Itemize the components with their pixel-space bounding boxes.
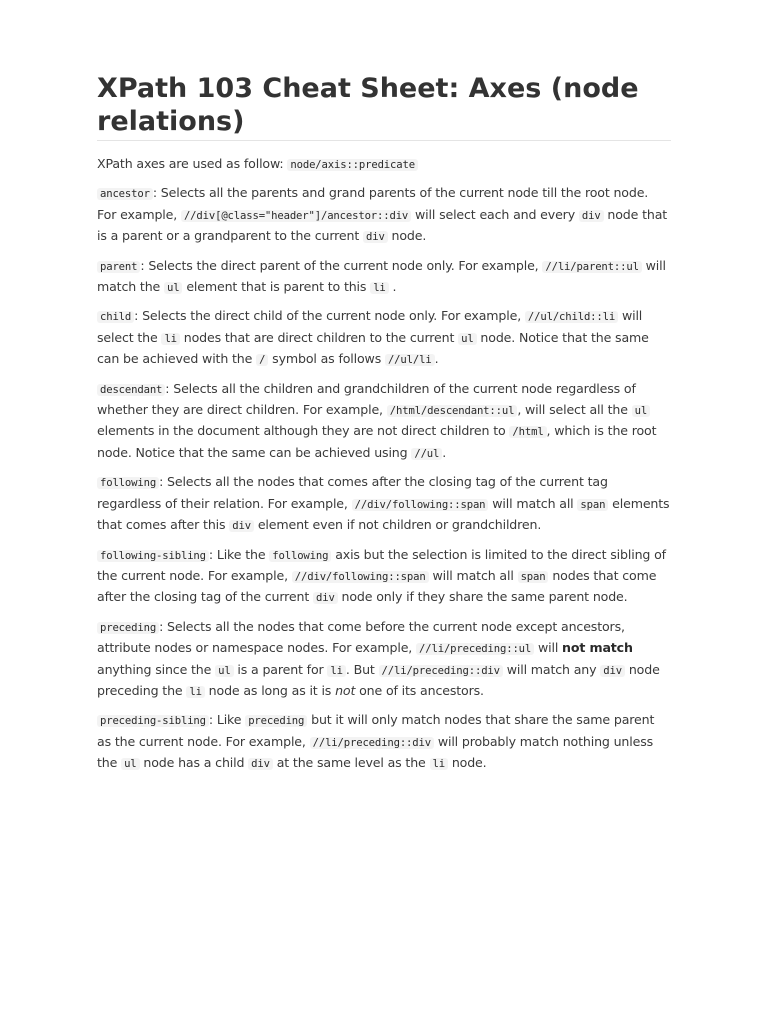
child-text-3: nodes that are direct children to the current [179,329,459,345]
descendant-text-4: , which is the root node. Notice that the same can be achieved using [97,423,657,460]
descendant-code-1: /html/descendant::ul [387,405,518,417]
preceding-sibling-text-5: at the same level as the [272,755,430,771]
preceding-sibling-code-1: preceding [245,715,307,727]
preceding-text-6: will match any [502,661,601,677]
preceding-text-7: node preceding the [97,661,660,698]
child-paragraph [97,306,671,370]
preceding-strong-1: not match [562,640,633,656]
descendant-text-2: , will select all the [517,402,632,418]
preceding-sibling-text-4: node has a child [139,755,249,771]
preceding-text-1: : Selects all the nodes that come before the current node except ancestors, attribute nodes or namespace nodes. For example, [97,618,625,656]
preceding-code-3: li [327,665,345,677]
child-code-3: ul [458,333,476,345]
parent-code-2: ul [164,282,182,294]
ancestor-code-2: div [579,210,604,222]
parent-text-1: : Selects the direct parent of the current node only. For example, [140,257,543,273]
parent-code-1: //li/parent::ul [542,261,641,273]
parent-text-3: element that is parent to this [182,279,371,295]
preceding-code-2: ul [215,665,233,677]
preceding-code-1: //li/preceding::ul [416,643,534,655]
preceding-sibling-code-3: ul [121,758,139,770]
descendant-code-3: /html [509,426,546,438]
following-sibling-code-3: span [518,571,549,583]
intro-code: node/axis::predicate [287,159,418,171]
following-sibling-term: following-sibling [97,550,209,562]
parent-text-4: . [388,279,397,295]
preceding-text-9: one of its ancestors. [355,682,484,698]
preceding-paragraph [97,617,671,703]
ancestor-text-1: : Selects all the parents and grand parents of the current node till the root node. For example, [97,185,649,222]
following-sibling-text-5: node only if they share the same parent node. [337,589,628,605]
ancestor-paragraph [97,183,671,247]
preceding-text-8: node as long as it is [204,682,336,698]
child-code-2: li [161,333,179,345]
following-sibling-code-4: div [313,592,338,604]
following-text-3: elements that comes after this [97,495,670,533]
ancestor-text-4: node. [387,228,427,244]
preceding-text-2: will [534,640,563,656]
page-title: XPath 103 Cheat Sheet: Axes (node relations) [97,72,671,141]
child-code-5: //ul/li [385,354,435,366]
preceding-sibling-code-5: li [430,758,448,770]
preceding-code-5: div [600,665,625,677]
child-code-1: //ul/child::li [525,311,618,323]
child-term: child [97,311,134,323]
child-text-6: . [434,351,439,367]
following-paragraph [97,472,671,536]
document-page [97,72,671,783]
preceding-sibling-text-6: node. [447,755,487,771]
descendant-paragraph [97,379,671,465]
child-text-1: : Selects the direct child of the current node only. For example, [134,308,525,324]
following-sibling-code-1: following [269,550,331,562]
preceding-sibling-text-2: but it will only match nodes that share the same parent as the current node. For example, [97,712,655,749]
descendant-code-2: ul [632,405,650,417]
ancestor-code-1: //div[@class="header"]/ancestor::div [181,210,411,222]
intro-text: XPath axes are used as follow: [97,156,288,171]
following-code-2: span [577,499,608,511]
preceding-text-3: anything since the [97,661,216,677]
following-text-4: element even if not children or grandchildren. [253,517,542,533]
parent-term: parent [97,261,140,273]
preceding-term: preceding [97,622,159,634]
following-sibling-paragraph [97,545,671,609]
preceding-sibling-text-3: will probably match nothing unless the [97,733,654,771]
following-sibling-text-3: will match all [428,567,518,583]
preceding-text-5: . But [345,661,379,677]
intro-paragraph [97,154,671,175]
preceding-sibling-paragraph [97,710,671,774]
following-sibling-text-4: nodes that come after the closing tag of the current [97,567,657,605]
descendant-code-4: //ul [411,448,442,460]
preceding-em-1: not [335,682,356,698]
child-text-2: will select the [97,308,643,345]
preceding-sibling-text-1: : Like [208,712,246,728]
descendant-text-5: . [442,444,447,460]
following-term: following [97,477,159,489]
parent-paragraph [97,256,671,299]
ancestor-term: ancestor [97,188,153,200]
child-text-4: node. Notice that the same can be achieved with the [97,329,649,367]
child-code-4: / [256,354,268,366]
preceding-sibling-term: preceding-sibling [97,715,209,727]
ancestor-text-3: node that is a parent or a grandparent to the current [97,206,668,244]
descendant-term: descendant [97,384,165,396]
preceding-text-4: is a parent for [233,661,328,677]
ancestor-code-3: div [363,231,388,243]
following-code-3: div [229,520,254,532]
following-text-1: : Selects all the nodes that comes after the closing tag of the current tag regardless of their relation. For example, [97,474,608,511]
descendant-text-3: elements in the document although they are not direct children to [97,423,510,439]
following-sibling-text-1: : Like the [208,546,270,562]
preceding-sibling-code-4: div [248,758,273,770]
preceding-code-6: li [186,686,204,698]
following-sibling-text-2: axis but the selection is limited to the direct sibling of the current node. For example, [97,546,666,583]
following-sibling-code-2: //div/following::span [292,571,429,583]
preceding-sibling-code-2: //li/preceding::div [310,737,434,749]
ancestor-text-2: will select each and every [411,206,579,222]
parent-code-3: li [370,282,388,294]
following-text-2: will match all [488,495,578,511]
preceding-code-4: //li/preceding::div [379,665,503,677]
parent-text-2: will match the [97,257,666,295]
child-text-5: symbol as follows [268,351,385,367]
descendant-text-1: : Selects all the children and grandchildren of the current node regardless of whether they are direct children. For example, [97,380,636,418]
following-code-1: //div/following::span [352,499,489,511]
